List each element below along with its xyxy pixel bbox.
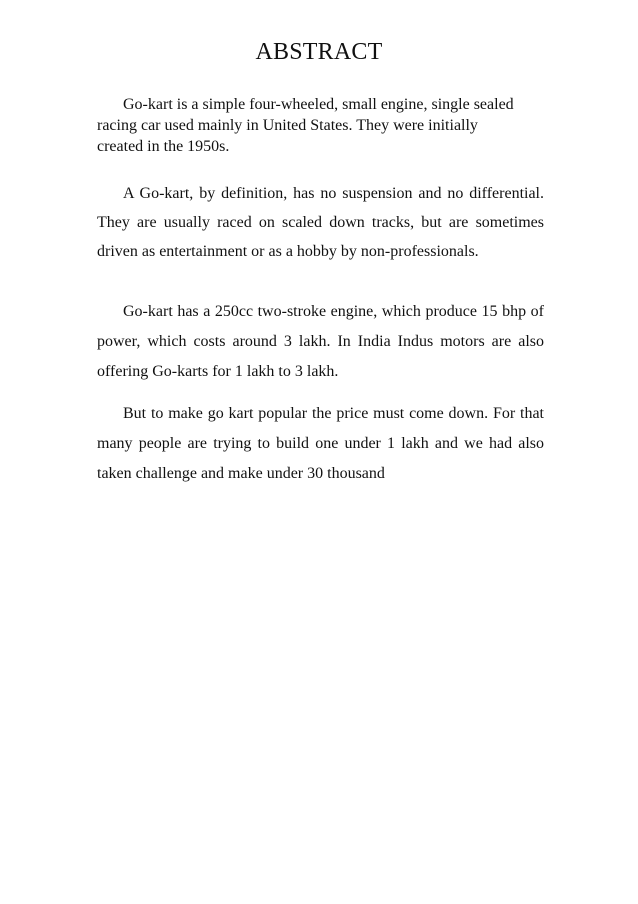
paragraph-price: But to make go kart popular the price must come down. For that many people are trying to build one under 1 lakh and we had also taken challenge and make under 30 thousand	[97, 405, 544, 482]
paragraph-intro: Go-kart is a simple four-wheeled, small engine, single sealed racing car used mainly in United States. They were initially created in the 1950s.	[97, 96, 514, 155]
paragraph-engine: Go-kart has a 250cc two-stroke engine, which produce 15 bhp of power, which costs around 3 lakh. In India Indus motors are also offering Go-karts for 1 lakh to 3 lakh.	[97, 303, 544, 380]
abstract-title: ABSTRACT	[255, 39, 383, 65]
paragraph-definition: A Go-kart, by definition, has no suspension and no differential. They are usually raced on scaled down tracks, but are sometimes driven as entertainment or as a hobby by non-professionals.	[97, 185, 544, 260]
